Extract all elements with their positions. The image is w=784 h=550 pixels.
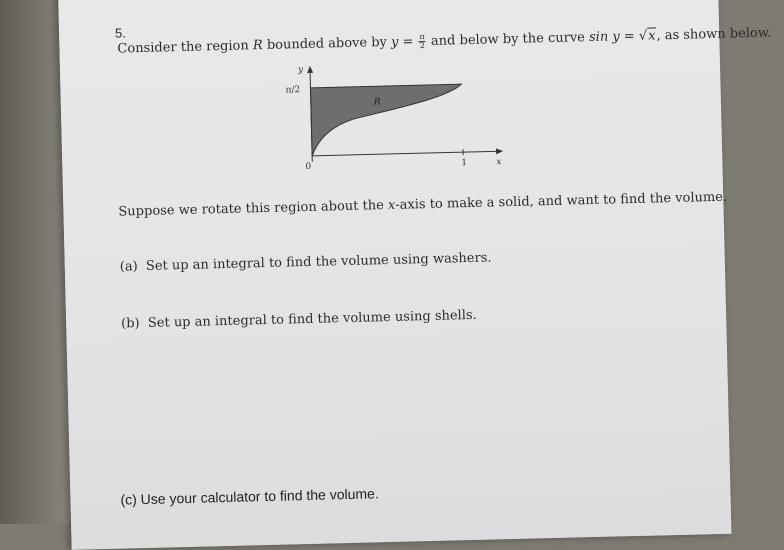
worksheet-page [58,0,731,550]
problem-statement: Consider the region R bounded above by y = $\frac{\pi}{2}$ and below by the curve sin y = √x, as shown below. [117,25,771,58]
region-r-shading [310,84,463,156]
x-axis-arrow [496,148,503,154]
problem-number: 5. [115,25,126,40]
question-a: (a) Set up an integral to find the volume using washers. [120,250,492,274]
region-figure [258,61,521,187]
region-label: R [373,97,381,107]
x-axis-label: x [496,157,501,167]
y-axis-label: y [297,65,304,75]
pi-over-two-fraction: $\frac{\pi}{2}$ [418,33,426,50]
y-tick-label: π/2 [285,85,300,95]
question-c: (c) Use your calculator to find the volume. [120,485,379,507]
question-b: (b) Set up an integral to find the volume using shells. [121,308,477,332]
origin-label: 0 [305,162,311,172]
y-axis-arrow [307,66,313,73]
x-axis [312,151,500,156]
rotation-statement: Suppose we rotate this region about the x-axis to make a solid, and want to find the volume. [118,190,727,220]
x-tick-label: 1 [461,158,467,168]
